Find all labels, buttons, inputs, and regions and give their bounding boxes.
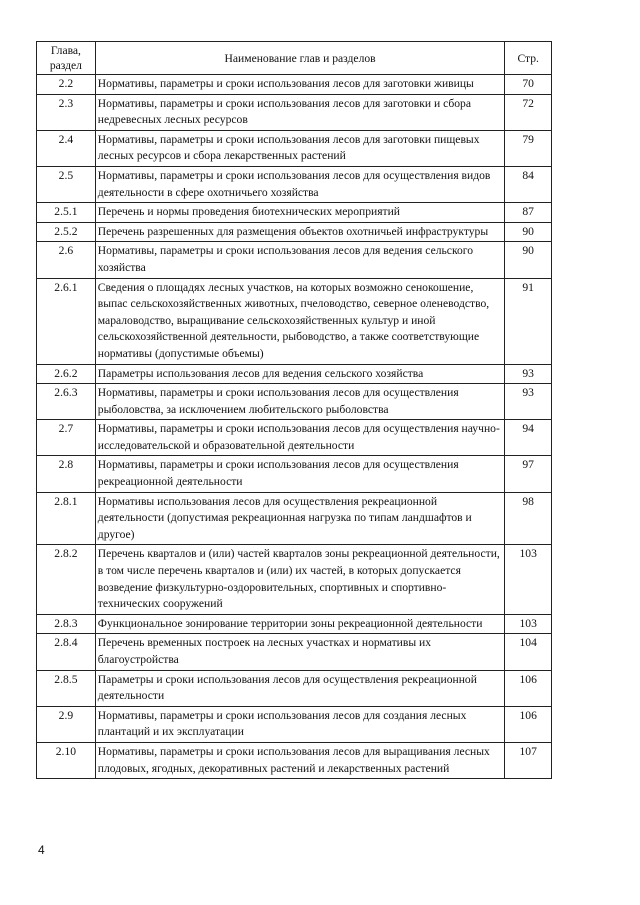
- chapter-number: 2.6.1: [37, 278, 96, 364]
- table-row: [37, 492, 552, 545]
- chapter-number: 2.8.2: [37, 545, 96, 614]
- table-row: [37, 130, 552, 166]
- table-row: [37, 670, 552, 706]
- chapter-title: Сведения о площадях лесных участков, на которых возможно сенокошение, выпас сельскохозяйственных животных, пчеловодство, северное оленеводство, мараловодство, выращивание сельскохозяйственных культур и иной сельскохозяйственной деятельности, рыбоводство, а также соответствующие нормативы (допустимые объемы): [95, 278, 505, 364]
- page-ref: 87: [505, 203, 552, 223]
- chapter-number: 2.8: [37, 456, 96, 492]
- page-number: 4: [38, 843, 45, 857]
- header-title: Наименование глав и разделов: [95, 42, 505, 75]
- chapter-number: 2.6.2: [37, 364, 96, 384]
- page-ref: 104: [505, 634, 552, 670]
- chapter-title: Нормативы, параметры и сроки использования лесов для заготовки и сбора недревесных лесных ресурсов: [95, 94, 505, 130]
- table-row: [37, 222, 552, 242]
- table-row: [37, 634, 552, 670]
- table-row: [37, 75, 552, 95]
- page-ref: 107: [505, 742, 552, 778]
- table-row: [37, 456, 552, 492]
- page-ref: 72: [505, 94, 552, 130]
- chapter-title: Перечень разрешенных для размещения объектов охотничьей инфраструктуры: [95, 222, 505, 242]
- chapter-title: Нормативы, параметры и сроки использования лесов для ведения сельского хозяйства: [95, 242, 505, 278]
- page-ref: 103: [505, 545, 552, 614]
- page-ref: 90: [505, 222, 552, 242]
- chapter-number: 2.9: [37, 706, 96, 742]
- header-chapter: Глава, раздел: [37, 42, 96, 75]
- table-row: [37, 384, 552, 420]
- chapter-title: Нормативы, параметры и сроки использования лесов для осуществления научно-исследовательской и образовательной деятельности: [95, 420, 505, 456]
- table-row: [37, 614, 552, 634]
- chapter-title: Нормативы использования лесов для осуществления рекреационной деятельности (допустимая рекреационная нагрузка по типам ландшафтов и другое): [95, 492, 505, 545]
- page-ref: 91: [505, 278, 552, 364]
- page-ref: 106: [505, 670, 552, 706]
- chapter-title: Нормативы, параметры и сроки использования лесов для осуществления видов деятельности в сфере охотничьего хозяйства: [95, 166, 505, 202]
- toc-header-row: [37, 42, 552, 75]
- chapter-title: Функциональное зонирование территории зоны рекреационной деятельности: [95, 614, 505, 634]
- chapter-title: Перечень и нормы проведения биотехнических мероприятий: [95, 203, 505, 223]
- chapter-number: 2.4: [37, 130, 96, 166]
- table-row: [37, 242, 552, 278]
- chapter-title: Нормативы, параметры и сроки использования лесов для создания лесных плантаций и их эксплуатации: [95, 706, 505, 742]
- chapter-number: 2.6.3: [37, 384, 96, 420]
- chapter-number: 2.3: [37, 94, 96, 130]
- chapter-title: Параметры использования лесов для ведения сельского хозяйства: [95, 364, 505, 384]
- page-ref: 70: [505, 75, 552, 95]
- table-row: [37, 706, 552, 742]
- page-ref: 97: [505, 456, 552, 492]
- page-ref: 93: [505, 364, 552, 384]
- table-row: [37, 278, 552, 364]
- chapter-number: 2.5.2: [37, 222, 96, 242]
- page-ref: 90: [505, 242, 552, 278]
- chapter-title: Нормативы, параметры и сроки использования лесов для осуществления рыболовства, за исключением любительского рыболовства: [95, 384, 505, 420]
- page-ref: 103: [505, 614, 552, 634]
- table-row: [37, 364, 552, 384]
- table-row: [37, 742, 552, 778]
- chapter-number: 2.2: [37, 75, 96, 95]
- page-ref: 84: [505, 166, 552, 202]
- chapter-number: 2.6: [37, 242, 96, 278]
- table-row: [37, 94, 552, 130]
- chapter-number: 2.8.3: [37, 614, 96, 634]
- header-page: Стр.: [505, 42, 552, 75]
- chapter-title: Нормативы, параметры и сроки использования лесов для заготовки пищевых лесных ресурсов и сбора лекарственных растений: [95, 130, 505, 166]
- page-ref: 93: [505, 384, 552, 420]
- chapter-number: 2.8.1: [37, 492, 96, 545]
- page-ref: 79: [505, 130, 552, 166]
- page-ref: 106: [505, 706, 552, 742]
- toc-table: [36, 41, 552, 779]
- chapter-title: Перечень кварталов и (или) частей кварталов зоны рекреационной деятельности, в том числе перечень кварталов и (или) их частей, в которых допускается возведение физкультурно-оздоровительных, спортивных и спортивно-технических сооружений: [95, 545, 505, 614]
- table-row: [37, 545, 552, 614]
- chapter-number: 2.8.4: [37, 634, 96, 670]
- toc-body: [37, 75, 552, 779]
- chapter-title: Параметры и сроки использования лесов для осуществления рекреационной деятельности: [95, 670, 505, 706]
- table-row: [37, 203, 552, 223]
- page-ref: 94: [505, 420, 552, 456]
- chapter-number: 2.7: [37, 420, 96, 456]
- chapter-number: 2.5.1: [37, 203, 96, 223]
- chapter-title: Нормативы, параметры и сроки использования лесов для осуществления рекреационной деятельности: [95, 456, 505, 492]
- chapter-title: Нормативы, параметры и сроки использования лесов для выращивания лесных плодовых, ягодных, декоративных растений и лекарственных растений: [95, 742, 505, 778]
- chapter-number: 2.5: [37, 166, 96, 202]
- table-row: [37, 166, 552, 202]
- page-ref: 98: [505, 492, 552, 545]
- chapter-title: Перечень временных построек на лесных участках и нормативы их благоустройства: [95, 634, 505, 670]
- chapter-title: Нормативы, параметры и сроки использования лесов для заготовки живицы: [95, 75, 505, 95]
- chapter-number: 2.8.5: [37, 670, 96, 706]
- table-row: [37, 420, 552, 456]
- chapter-number: 2.10: [37, 742, 96, 778]
